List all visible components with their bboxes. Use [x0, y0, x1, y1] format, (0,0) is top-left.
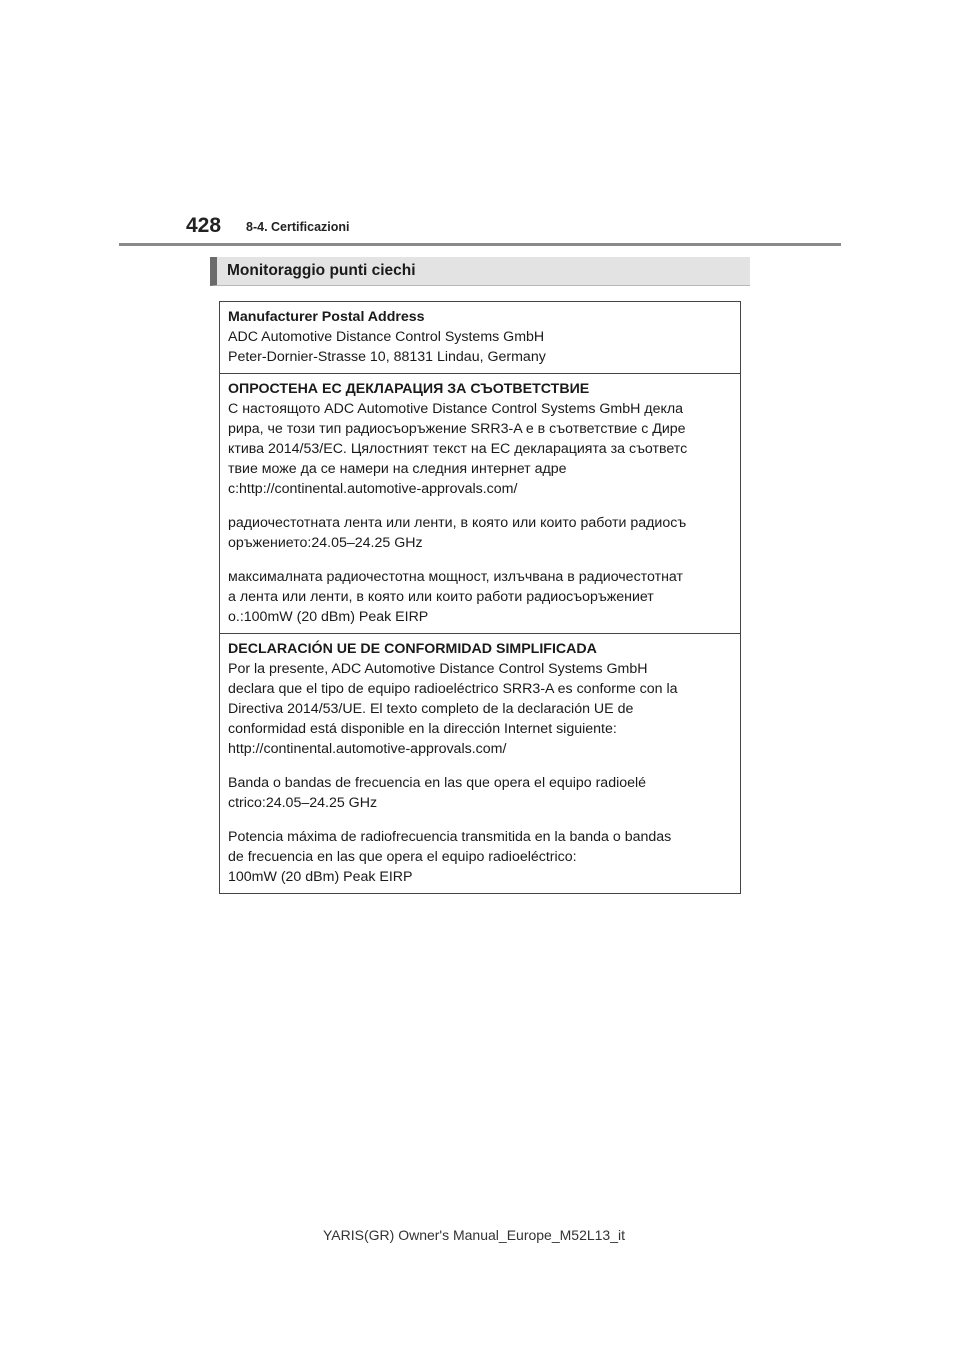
- text-line: conformidad está disponible en la dirección Internet siguiente:: [228, 721, 617, 737]
- text-line: о.:100mW (20 dBm) Peak EIRP: [228, 609, 429, 625]
- text-line: ктива 2014/53/ЕС. Цялостният текст на ЕС декларацията за съответс: [228, 441, 688, 457]
- text-line: Potencia máxima de radiofrecuencia transmitida en la banda o bandas: [228, 829, 672, 845]
- text-line: С настоящото ADC Automotive Distance Control Systems GmbH декла: [228, 401, 683, 417]
- block-heading: Manufacturer Postal Address: [228, 309, 425, 325]
- paragraph-gap: [228, 759, 732, 773]
- text-line: declara que el tipo de equipo radioeléctrico SRR3-A es conforme con la: [228, 681, 678, 697]
- text-line: ADC Automotive Distance Control Systems GmbH: [228, 329, 545, 345]
- section-heading-text: Monitoraggio punti ciechi: [227, 262, 416, 279]
- certification-block: [220, 634, 740, 893]
- certification-table: [219, 301, 741, 894]
- text-line: c:http://continental.automotive-approvals.com/: [228, 481, 518, 497]
- text-line: Por la presente, ADC Automotive Distance Control Systems GmbH: [228, 661, 648, 677]
- text-line: радиочестотната лента или ленти, в която или които работи радиосъ: [228, 515, 687, 531]
- paragraph-gap: [228, 813, 732, 827]
- text-line: твие може да се намери на следния интернет адре: [228, 461, 567, 477]
- text-line: de frecuencia en las que opera el equipo radioeléctrico:: [228, 849, 577, 865]
- text-line: ctrico:24.05–24.25 GHz: [228, 795, 378, 811]
- block-heading: DECLARACIÓN UE DE CONFORMIDAD SIMPLIFICADA: [228, 641, 597, 657]
- certification-block: [220, 374, 740, 634]
- text-line: а лента или ленти, в която или които работи радиосъоръжениет: [228, 589, 654, 605]
- text-line: рира, че този тип радиосъоръжение SRR3-A е в съответствие с Дире: [228, 421, 686, 437]
- page-number: 428: [186, 214, 222, 237]
- paragraph-gap: [228, 553, 732, 567]
- text-line: Peter-Dornier-Strasse 10, 88131 Lindau, Germany: [228, 349, 546, 365]
- footer-text: YARIS(GR) Owner's Manual_Europe_M52L13_it: [323, 1227, 625, 1243]
- paragraph-gap: [228, 499, 732, 513]
- block-heading: ОПРОСТЕНА ЕС ДЕКЛАРАЦИЯ ЗА СЪОТВЕТСТВИЕ: [228, 381, 590, 397]
- text-line: 100mW (20 dBm) Peak EIRP: [228, 869, 413, 885]
- text-line: Banda o bandas de frecuencia en las que opera el equipo radioelé: [228, 775, 647, 791]
- certification-block: [220, 302, 740, 374]
- text-line: оръжението:24.05–24.25 GHz: [228, 535, 423, 551]
- section-heading: [210, 257, 750, 286]
- text-line: максималната радиочестотна мощност, излъчвана в радиочестотнат: [228, 569, 683, 585]
- text-line: Directiva 2014/53/UE. El texto completo de la declaración UE de: [228, 701, 634, 717]
- header-divider: [119, 243, 841, 246]
- chapter-title: 8-4. Certificazioni: [246, 220, 350, 234]
- text-line: http://continental.automotive-approvals.com/: [228, 741, 507, 757]
